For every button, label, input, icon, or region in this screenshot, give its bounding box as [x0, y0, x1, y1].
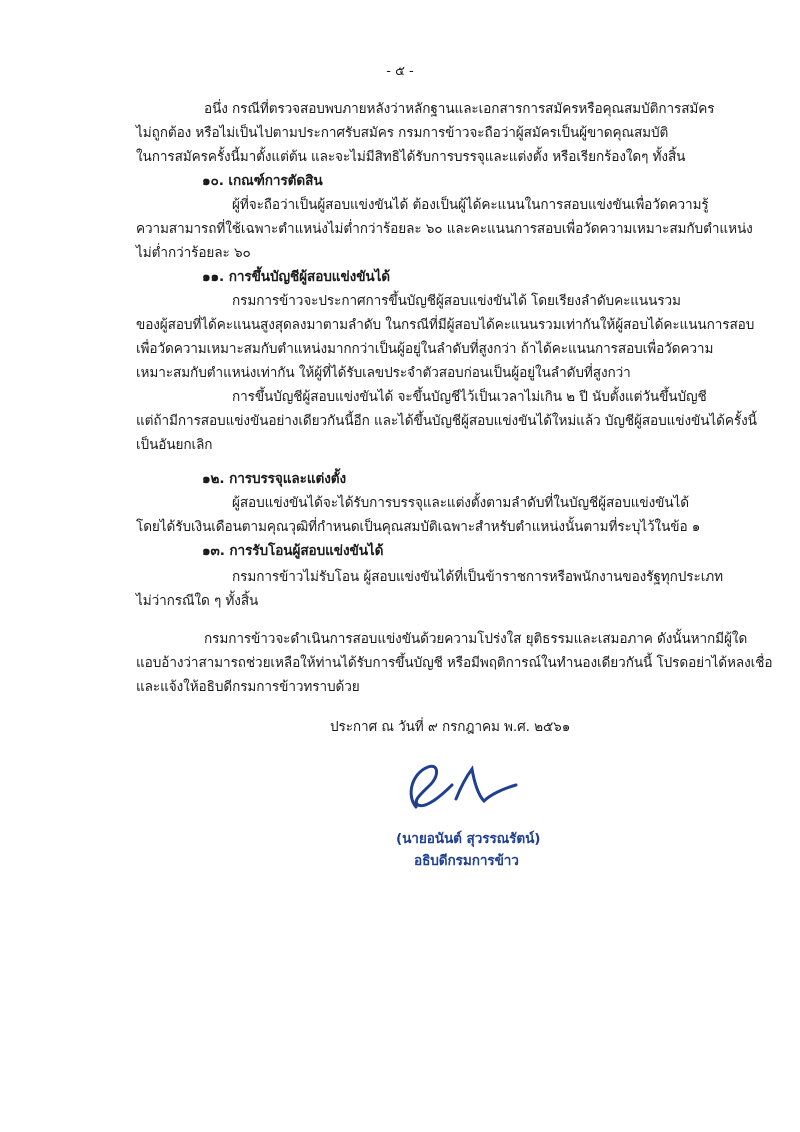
paragraph-line: ของผู้สอบที่ได้คะแนนสูงสุดลงมาตามลำดับ ในกรณีที่มีผู้สอบได้คะแนนรวมเท่ากันให้ผู้สอบได้คะแนนการสอบ	[136, 317, 755, 333]
paragraph-line: เหมาะสมกับตำแหน่งเท่ากัน ให้ผู้ที่ได้รับเลขประจำตัวสอบก่อนเป็นผู้อยู่ในลำดับที่สูงกว่า	[136, 365, 631, 381]
paragraph-line: การขึ้นบัญชีผู้สอบแข่งขันได้ จะขึ้นบัญชีไว้เป็นเวลาไม่เกิน ๒ ปี นับตั้งแต่วันขึ้นบัญชี	[232, 389, 707, 405]
section-heading: ๑๒. การบรรจุและแต่งตั้ง	[202, 471, 347, 487]
paragraph-line: ผู้ที่จะถือว่าเป็นผู้สอบแข่งขันได้ ต้องเป็นผู้ได้คะแนนในการสอบแข่งขันเพื่อวัดความรู้	[232, 197, 709, 213]
paragraph-line: ความสามารถที่ใช้เฉพาะตำแหน่งไม่ต่ำกว่าร้อยละ ๖๐ และคะแนนการสอบเพื่อวัดความเหมาะสมกับตำแหน่ง	[136, 221, 753, 237]
paragraph-line: กรมการข้าวจะประกาศการขึ้นบัญชีผู้สอบแข่งขันได้ โดยเรียงลำดับคะแนนรวม	[232, 293, 681, 309]
paragraph-line: แต่ถ้ามีการสอบแข่งขันอย่างเดียวกันนี้อีก และได้ขึ้นบัญชีผู้สอบแข่งขันได้ใหม่แล้ว บัญชีผู้สอบแข่งขันได้ครั้งนี้	[136, 413, 757, 429]
paragraph-line: ผู้สอบแข่งขันได้จะได้รับการบรรจุและแต่งตั้งตามลำดับที่ในบัญชีผู้สอบแข่งขันได้	[232, 495, 689, 511]
paragraph-line: กรมการข้าวจะดำเนินการสอบแข่งขันด้วยความโปร่งใส ยุติธรรมและเสมอภาค ดังนั้นหากมีผู้ใด	[204, 631, 748, 647]
paragraph-line: อนึ่ง กรณีที่ตรวจสอบพบภายหลังว่าหลักฐานและเอกสารการสมัครหรือคุณสมบัติการสมัคร	[204, 101, 715, 117]
section-heading: ๑๐. เกณฑ์การตัดสิน	[202, 173, 323, 189]
paragraph-line: ไม่ถูกต้อง หรือไม่เป็นไปตามประกาศรับสมัคร กรมการข้าวจะถือว่าผู้สมัครเป็นผู้ขาดคุณสมบัติ	[136, 125, 669, 141]
signer-name: (นายอนันต์ สุวรรณรัตน์)	[396, 831, 541, 847]
announce-date: ประกาศ ณ วันที่ ๙ กรกฎาคม พ.ศ. ๒๕๖๑	[330, 719, 571, 735]
paragraph-line: และแจ้งให้อธิบดีกรมการข้าวทราบด้วย	[136, 679, 360, 695]
section-heading: ๑๓. การรับโอนผู้สอบแข่งขันได้	[202, 543, 384, 559]
paragraph-line: เพื่อวัดความเหมาะสมกับตำแหน่งมากกว่าเป็นผู้อยู่ในลำดับที่สูงกว่า ถ้าได้คะแนนการสอบเพื่อวัดความ	[136, 341, 714, 357]
paragraph-line: ในการสมัครครั้งนี้มาตั้งแต่ต้น และจะไม่มีสิทธิได้รับการบรรจุและแต่งตั้ง หรือเรียกร้องใดๆ ทั้งสิ้น	[136, 149, 686, 165]
signer-title: อธิบดีกรมการข้าว	[414, 853, 519, 869]
paragraph-line: แอบอ้างว่าสามารถช่วยเหลือให้ท่านได้รับการขึ้นบัญชี หรือมีพฤติการณ์ในทำนองเดียวกันนี้ โปรดอย่าได้หลงเชื่อ	[136, 655, 773, 671]
paragraph-line: ไม่ว่ากรณีใด ๆ ทั้งสิ้น	[136, 593, 259, 609]
paragraph-line: ไม่ต่ำกว่าร้อยละ ๖๐	[136, 245, 251, 261]
signature-image	[398, 755, 528, 815]
paragraph-line: โดยได้รับเงินเดือนตามคุณวุฒิที่กำหนดเป็นคุณสมบัติเฉพาะสำหรับตำแหน่งนั้นตามที่ระบุไว้ในข้อ ๑	[136, 519, 701, 535]
page-number: - ๕ -	[386, 64, 414, 79]
paragraph-line: กรมการข้าวไม่รับโอน ผู้สอบแข่งขันได้ที่เป็นข้าราชการหรือพนักงานของรัฐทุกประเภท	[232, 569, 723, 585]
section-heading: ๑๑. การขึ้นบัญชีผู้สอบแข่งขันได้	[202, 269, 391, 285]
paragraph-line: เป็นอันยกเลิก	[136, 437, 213, 453]
